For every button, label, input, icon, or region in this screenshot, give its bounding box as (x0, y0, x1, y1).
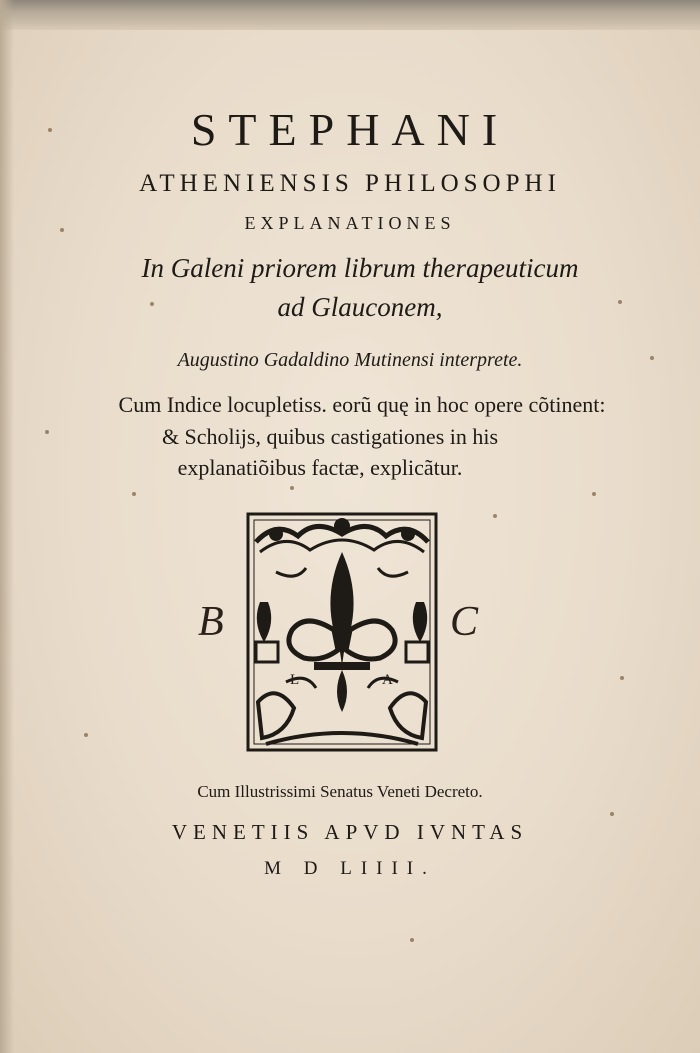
printers-device-icon (246, 512, 438, 752)
work-title: EXPLANATIONES (244, 213, 456, 233)
foxing-spot (290, 486, 294, 490)
foxing-spot (592, 492, 596, 496)
foxing-spot (410, 938, 414, 942)
year-line: M D LIIII. (264, 858, 436, 879)
author-description: ATHENIENSIS PHILOSOPHI (139, 170, 561, 197)
index-line-2: & Scholijs, quibus castigationes in his (161, 424, 499, 449)
author-heading: STEPHANI (190, 104, 510, 155)
subject-line-1: In Galeni priorem librum therapeuticum (141, 253, 579, 283)
device-letter-right: A (382, 672, 393, 688)
ownership-initial-right: C (450, 599, 479, 645)
foxing-spot (610, 812, 614, 816)
ownership-initial-left: B (198, 599, 224, 645)
translator-line: Augustino Gadaldino Mutinensi interprete. (177, 349, 523, 371)
foxing-spot (493, 514, 497, 518)
foxing-spot (84, 733, 88, 737)
index-line-3: explanatiõibus factæ, explicãtur. (177, 455, 463, 480)
foxing-spot (620, 676, 624, 680)
device-letter-left: L (290, 672, 300, 688)
subject-line-2: ad Glauconem, (277, 292, 443, 322)
foxing-spot (132, 492, 136, 496)
left-edge (0, 0, 14, 1053)
index-line-1: Cum Indice locupletiss. eorũ quę in hoc opere cõtinent: (118, 392, 606, 417)
top-edge (0, 0, 700, 30)
imprint-line: VENETIIS APVD IVNTAS (171, 820, 529, 844)
privilege-line: Cum Illustrissimi Senatus Veneti Decreto. (197, 782, 483, 801)
